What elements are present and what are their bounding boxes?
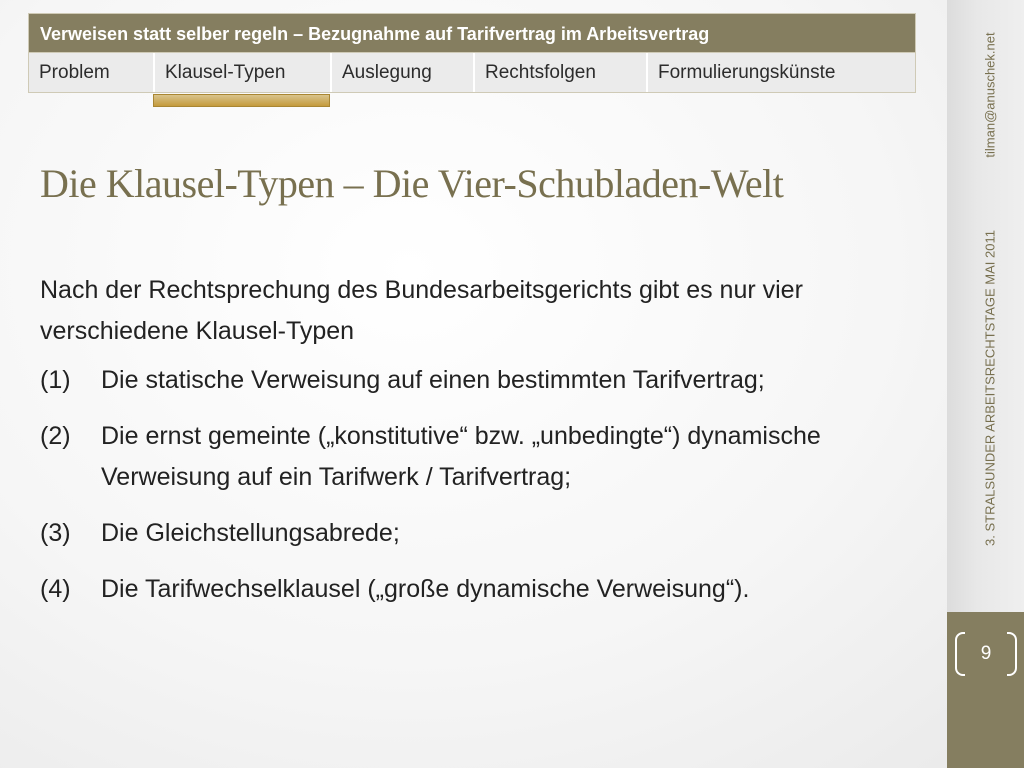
list-item-text: Die Gleichstellungsabrede; <box>101 519 400 547</box>
tab-auslegung[interactable]: Auslegung <box>332 53 475 92</box>
active-tab-indicator <box>153 94 330 107</box>
list-item <box>40 569 910 610</box>
sidebar-contact-email: tilman@anuschek.net <box>982 32 998 158</box>
nav-header-title: Verweisen statt selber regeln – Bezugnahme auf Tarifvertrag im Arbeitsvertrag <box>28 13 916 53</box>
list-item-text: Die Tarifwechselklausel („große dynamische Verweisung“). <box>101 575 750 603</box>
intro-paragraph: Nach der Rechtsprechung des Bundesarbeitsgerichts gibt es nur vier verschiedene Klausel-Typen <box>40 276 803 345</box>
slide-title: Die Klausel-Typen – Die Vier-Schubladen-Welt <box>40 161 784 206</box>
list-item-number: (2) <box>40 422 71 450</box>
page-number-badge <box>955 632 1017 676</box>
list-item-text: Die ernst gemeinte („konstitutive“ bzw. „unbedingte“) dynamische Verweisung auf ein Tarifwerk / Tarifvertrag; <box>101 422 821 491</box>
list-item-number: (3) <box>40 519 71 547</box>
list-item-number: (1) <box>40 366 71 394</box>
sidebar-event-label: 3. STRALSUNDER ARBEITSRECHTSTAGE MAI 2011 <box>982 230 998 546</box>
tab-rechtsfolgen[interactable]: Rechtsfolgen <box>475 53 648 92</box>
list-item <box>40 360 910 401</box>
list-item-number: (4) <box>40 575 71 603</box>
bracket-left-icon <box>955 632 965 676</box>
tab-problem[interactable]: Problem <box>29 53 155 92</box>
clause-type-list <box>40 360 910 625</box>
page-number: 9 <box>980 643 992 664</box>
list-item-text: Die statische Verweisung auf einen bestimmten Tarifvertrag; <box>101 366 765 394</box>
section-navigation <box>28 13 916 93</box>
nav-tabs <box>28 53 916 93</box>
tab-klausel-typen[interactable]: Klausel-Typen <box>155 53 332 92</box>
bracket-right-icon <box>1007 632 1017 676</box>
list-item <box>40 513 910 554</box>
list-item <box>40 416 910 498</box>
tab-formulierungskuenste[interactable]: Formulierungskünste <box>648 53 915 92</box>
